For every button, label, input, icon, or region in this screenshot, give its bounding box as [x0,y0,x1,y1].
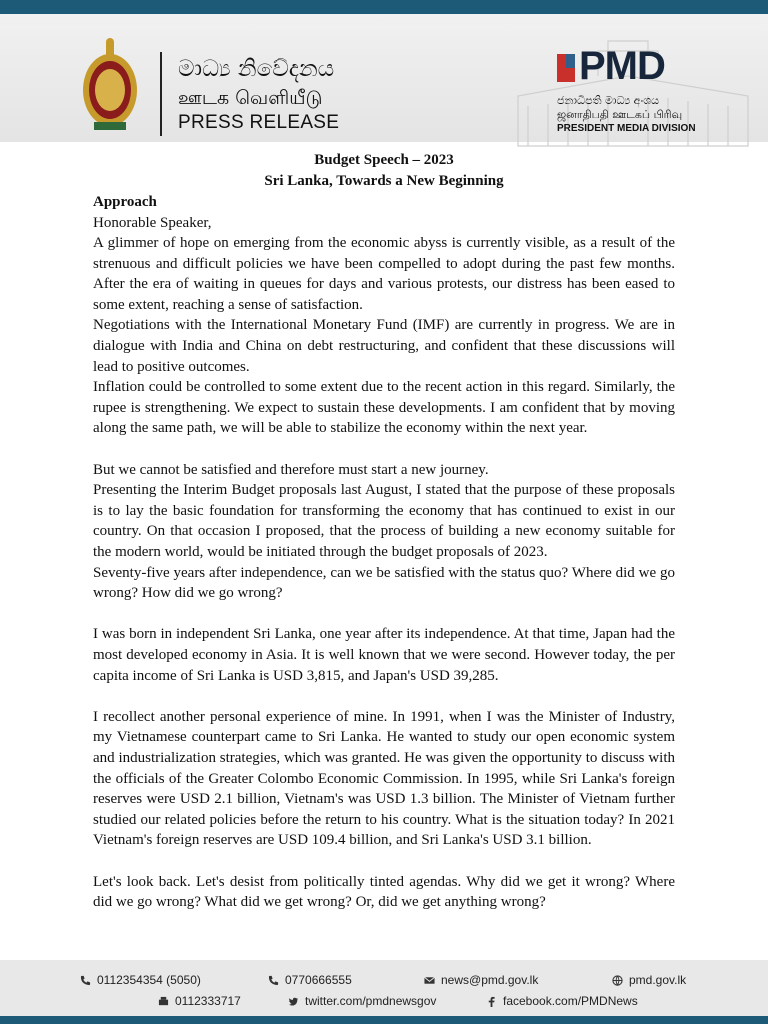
footer-phone-mobile[interactable] [268,973,352,987]
paragraph-gap [93,851,675,872]
paragraph: Presenting the Interim Budget proposals last August, I stated that the purpose of these proposals is to lay the basic foundation for transforming the economy that has continued to exist in our country. On that occasion I proposed, that the process of building a new economy suitable for the modern world, would be initiated through the budget proposals of 2023. [93,482,675,560]
twitter-text: twitter.com/pmdnewsgov [305,994,437,1008]
paragraph-gap [93,686,675,707]
footer-website[interactable] [612,973,686,987]
document-title: Budget Speech – 2023 [314,152,454,168]
fax-icon [158,996,169,1007]
contact-footer [0,960,768,1016]
email-icon [424,975,435,986]
document-subtitle: Sri Lanka, Towards a New Beginning [264,173,504,189]
paragraph: Negotiations with the International Monetary Fund (IMF) are currently in progress. We are in dialogue with India and China on debt restructuring, and confident that these discussions will lead to positive outcomes. [93,317,675,375]
paragraph: I was born in independent Sri Lanka, one year after its independence. At that time, Japan had the most developed economy in Asia. It is well known that we were second. However today, the per capita income of Sri Lanka is USD 3,815, and Japan's USD 39,285. [93,626,675,684]
pmd-logo-mark-icon [557,54,575,82]
section-heading: Approach [93,194,157,210]
press-release-header [0,14,768,142]
paragraph: A glimmer of hope on emerging from the economic abyss is currently visible, as a result of the strenuous and difficult policies we have been compelled to adopt during the past few months. After the era of waiting in queues for days and various protests, our distress has been eased to some extent, reaching a sense of satisfaction. [93,235,675,313]
email-text: news@pmd.gov.lk [441,973,539,987]
website-text: pmd.gov.lk [629,973,687,987]
phone-primary-text: 0112354354 (5050) [97,973,201,987]
sri-lanka-emblem-icon [80,38,140,134]
pmd-name-sinhala: ජනාධිපති මාධ්‍ය අංශය [557,94,660,107]
document-body [93,150,675,913]
paragraph: Seventy-five years after independence, can we be satisfied with the status quo? Where did we go wrong? How did we go wrong? [93,564,675,602]
phone-icon [80,975,91,986]
globe-icon [612,975,623,986]
header-divider [160,52,162,136]
fax-text: 0112333717 [175,994,241,1008]
paragraph: But we cannot be satisfied and therefore must start a new journey. [93,461,489,478]
footer-phone-primary[interactable] [80,973,201,987]
paragraph: Let's look back. Let's desist from politically tinted agendas. Why did we get it wrong? Where did we go wrong? What did we get wrong? Or, did we get anything wrong? [93,873,675,911]
paragraph-gap [93,439,675,460]
facebook-icon [486,996,497,1007]
paragraph-gap [93,604,675,625]
twitter-icon [288,996,299,1007]
pmd-logo-text: PMD [579,44,665,88]
press-release-title-sinhala: මාධ්‍ය නිවේදනය [178,56,335,82]
pmd-name-english: PRESIDENT MEDIA DIVISION [557,123,696,134]
paragraph: I recollect another personal experience of mine. In 1991, when I was the Minister of Industry, my Vietnamese counterpart came to Sri Lanka. He wanted to study our open economic system and industrialization strategies, which was granted. He was given the opportunity to discuss with the officials of the Greater Colombo Economic Commission. In 1995, while Sri Lanka's foreign reserves were USD 2.1 billion, Vietnam's was USD 1.3 billion. The Minister of Vietnam further studied our related policies before the return to his country. What is the situation today? In 2021 Vietnam's foreign reserves are USD 109.4 billion, and Sri Lanka's USD 3.1 billion. [93,708,675,849]
footer-twitter[interactable] [288,994,436,1008]
phone-icon [268,975,279,986]
pmd-name-tamil: ஜனாதிபதி ஊடகப் பிரிவு [557,108,683,121]
paragraph: Inflation could be controlled to some extent due to the recent action in this regard. Similarly, the rupee is strengthening. We expect to sustain these developments. I am confident that by moving along the same path, we will be able to stabilize the economy within the next year. [93,379,675,437]
footer-email[interactable] [424,973,538,987]
facebook-text: facebook.com/PMDNews [503,994,638,1008]
press-release-title-english: PRESS RELEASE [178,112,340,133]
top-accent-bar [0,0,768,14]
phone-mobile-text: 0770666555 [285,973,352,987]
footer-facebook[interactable] [486,994,638,1008]
footer-fax[interactable] [158,994,241,1008]
paragraph: Honorable Speaker, [93,214,212,231]
press-release-title-tamil: ஊடக வெளியீடு [178,87,323,109]
bottom-accent-bar [0,1016,768,1024]
